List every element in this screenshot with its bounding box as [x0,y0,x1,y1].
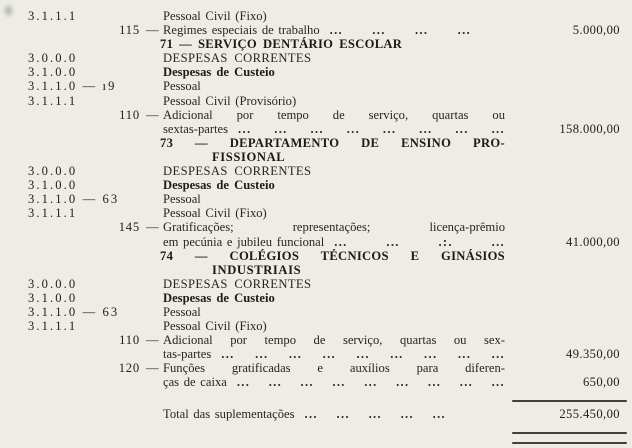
category-label: DESPESAS CORRENTES [163,51,312,66]
ledger-line [0,65,632,79]
total-row [0,407,632,422]
ledger-line [0,9,632,23]
dot-group: ... [288,347,303,362]
category-label: DESPESAS CORRENTES [163,276,312,291]
category-label: Despesas de Custeio [163,65,275,80]
item-description: Total das suplementações [163,406,295,421]
category-label: Pessoal Civil (Fixo) [163,9,267,23]
description-with-leader [163,347,505,361]
dot-group: ... [491,375,505,390]
dash-glyph: — [146,361,159,376]
category-label: Pessoal Civil (Provisório) [163,93,297,108]
section-header-continuation: FISSIONAL [212,149,286,164]
ledger-line [0,291,632,305]
dot-group: ... [368,406,382,421]
budget-code: 3.1.1.1 [28,9,78,23]
item-description: ças de caixa [163,375,227,390]
ledger-line [0,192,632,206]
closing-rule [512,432,627,434]
section-header: 71 — SERVIÇO DENTÁRIO ESCOLAR [160,37,403,52]
dot-group: ... [390,347,404,362]
budget-code: 3.1.1.0 — 63 [28,304,120,319]
item-description-line1: Adicional por tempo de serviço, quartas ou [163,107,505,122]
ledger-line [0,23,632,37]
ledger-line [0,263,632,277]
budget-code: 3.0.0.0 [28,164,78,179]
description-with-leader [163,122,505,136]
ledger-line [0,361,632,375]
dot-group: ... [457,347,472,362]
category-label: Despesas de Custeio [163,290,275,305]
leader-dots [295,407,446,422]
category-label: Pessoal [163,192,201,207]
leader-dots [228,122,505,136]
dot-group: ... [238,121,252,136]
amount-value: 49.350,00 [566,347,620,362]
dot-group: ... [396,375,410,390]
leader-dots [320,23,471,37]
dot-group: ... [334,234,348,249]
item-description: em pecúnia e jubileu funcional [163,234,325,249]
ledger-line [0,108,632,122]
item-number: 120 [118,361,140,376]
dot-group: ... [432,406,446,421]
dot-group: ... [322,347,337,362]
ledger-line [0,347,632,361]
ledger-line [0,277,632,291]
dot-group: ... [382,121,397,136]
dot-group: ... [268,375,283,390]
item-number: 145 [118,220,140,235]
ledger-line [0,206,632,220]
description-with-leader [163,235,505,249]
amount-value: 158.000,00 [559,121,620,136]
budget-code: 3.1.1.1 [28,319,78,334]
item-number: 115 [119,23,140,38]
ledger-line [0,235,632,249]
section-header: 73 — DEPARTAMENTO DE ENSINO PRO- [160,135,505,150]
budget-code: 3.1.1.0 — ı9 [28,79,117,94]
description-with-leader [163,375,505,389]
ledger-line [0,333,632,347]
budget-code: 3.1.1.1 [28,93,78,108]
budget-code: 3.1.1.0 — 63 [28,192,120,207]
dot-group: ... [336,406,350,421]
dot-group: ... [400,406,414,421]
dot-group: ... [356,347,370,362]
dot-group: ... [372,23,386,38]
item-description: tas-partes [163,347,212,362]
ledger-line [0,79,632,93]
ledger-line [0,305,632,319]
dash-glyph: — [146,23,159,38]
budget-code: 3.1.0.0 [28,290,78,305]
dot-group: ... [300,375,314,390]
dot-group: ... [310,121,324,136]
dot-group: ... [346,121,361,136]
dash-glyph: — [146,333,159,348]
ledger-line [0,220,632,234]
item-description: Regimes especiais de trabalho [163,23,320,38]
category-label: Pessoal Civil (Fixo) [163,319,267,334]
leader-dots [324,235,505,249]
amount-value: 41.000,00 [566,234,620,249]
item-description: sextas-partes [163,121,229,136]
category-label: Pessoal [163,79,201,94]
section-header-continuation: INDUSTRIAIS [212,262,302,277]
ledger-line [0,164,632,178]
ledger-line [0,51,632,65]
dot-group: ... [491,121,505,136]
dot-group: ... [364,375,378,390]
item-description-line1: Adicional por tempo de serviço, quartas ou sex- [163,333,505,348]
leader-dots [211,347,505,361]
section-header: 74 — COLÉGIOS TÉCNICOS E GINÁSIOS [160,248,505,263]
item-description-line1: Gratificações; representações; licença-prêmio [163,220,505,235]
dot-group: ... [236,375,251,390]
dot-group: ... [491,234,505,249]
item-number: 110 [119,107,140,122]
category-label: Despesas de Custeio [163,178,275,193]
amount-value: 650,00 [582,375,620,390]
ledger-line [0,150,632,164]
dot-group: ... [329,23,343,38]
dot-group: ... [491,347,505,362]
dot-group: ... [255,347,269,362]
dot-group: .:. [438,234,453,249]
ledger-line [0,136,632,150]
category-label: Pessoal Civil (Fixo) [163,206,267,221]
dot-group: ... [419,121,433,136]
dash-glyph: — [146,107,159,122]
total-amount: 255.450,00 [559,406,620,421]
dot-group: ... [427,375,442,390]
ledger-line [0,375,632,389]
dot-group: ... [221,347,235,362]
item-description-line1: Funções gratificadas e auxílios para diferen- [163,361,505,376]
dash-glyph: — [146,220,159,235]
category-label: Pessoal [163,304,201,319]
description-with-leader [163,407,446,422]
dot-group: ... [424,347,438,362]
budget-code: 3.1.1.1 [28,206,78,221]
dot-group: ... [304,406,318,421]
ledger-line [0,94,632,108]
ledger-line [0,319,632,333]
ledger-line [0,122,632,136]
description-with-leader [163,23,471,37]
dot-group: ... [386,234,400,249]
sum-rule [512,400,627,402]
budget-code: 3.1.0.0 [28,178,78,193]
leader-dots [227,375,505,389]
dot-group: ... [457,23,471,38]
ledger-line [0,37,632,51]
dot-group: ... [459,375,474,390]
dot-group: ... [332,375,346,390]
budget-code: 3.1.0.0 [28,65,78,80]
dot-group: ... [455,121,469,136]
item-number: 110 [119,333,140,348]
ledger-line [0,249,632,263]
amount-value: 5.000,00 [572,23,620,38]
ledger-line [0,178,632,192]
closing-rule [512,442,627,444]
dot-group: ... [274,121,288,136]
dot-group: ... [414,23,429,38]
budget-code: 3.0.0.0 [28,51,78,66]
budget-code: 3.0.0.0 [28,276,78,291]
category-label: DESPESAS CORRENTES [163,164,312,179]
